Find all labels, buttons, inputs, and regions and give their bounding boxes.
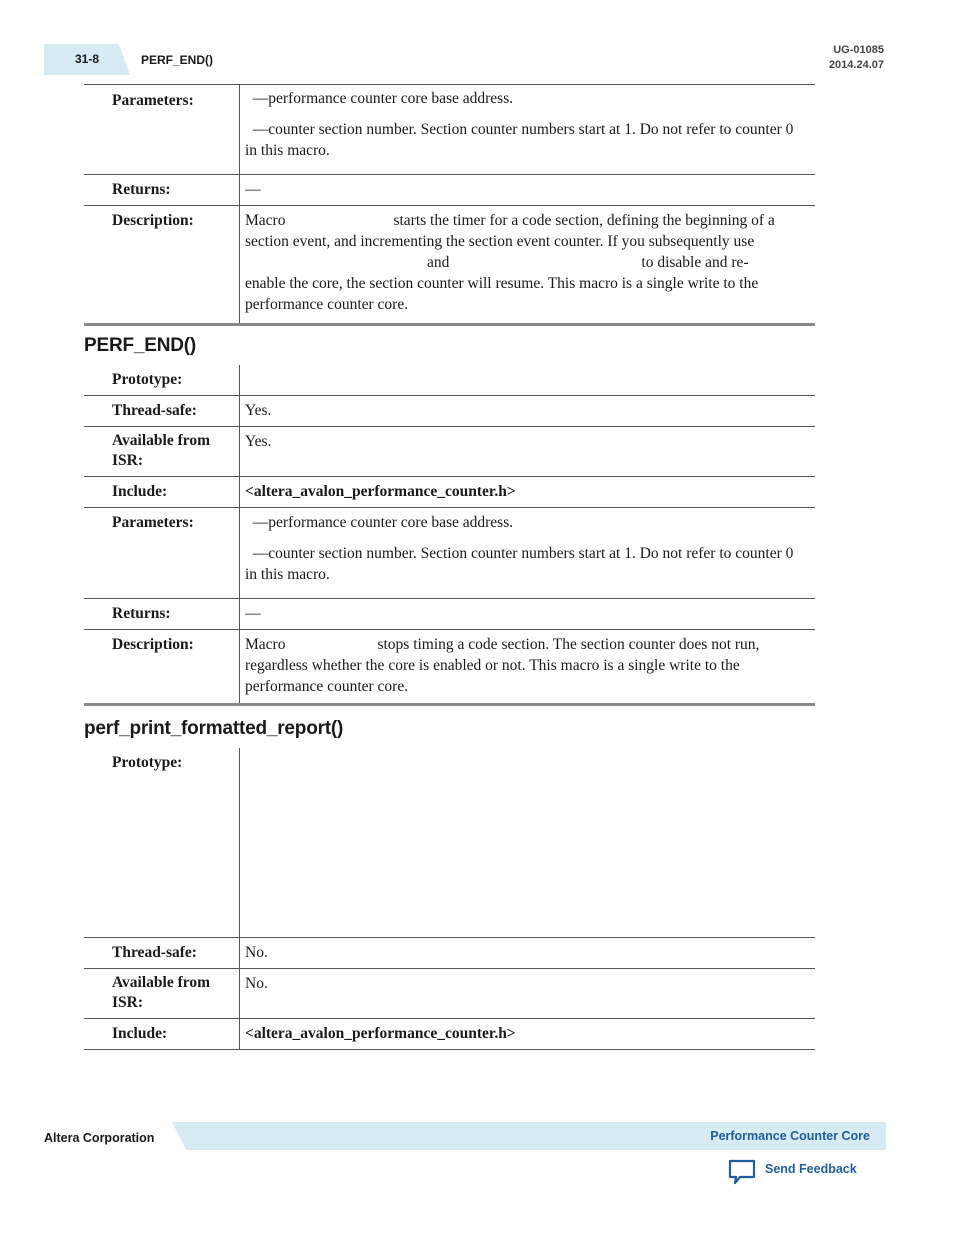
isr-label: Available from ISR: — [84, 427, 240, 477]
prototype-value — [240, 365, 816, 396]
parameters-label: Parameters: — [84, 85, 240, 175]
desc-part: and — [427, 254, 450, 271]
table-row — [84, 206, 815, 325]
param-section: —counter section number. Section counter numbers start at 1. Do not refer to counter 0 in this macro. — [245, 121, 794, 159]
prev-macro-table — [84, 84, 815, 326]
description-value — [240, 630, 816, 705]
company-name: Altera Corporation — [44, 1131, 155, 1145]
desc-part: disable and re-enable the core, the section counter will resume. This macro is a single write to the performance counter core. — [245, 254, 759, 313]
table-row — [84, 969, 815, 1019]
include-value: <altera_avalon_performance_counter.h> — [240, 1019, 816, 1050]
prototype-label: Prototype: — [84, 365, 240, 396]
footer-doc-title[interactable]: Performance Counter Core — [710, 1129, 870, 1143]
description-label: Description: — [84, 630, 240, 705]
send-feedback-link[interactable]: Send Feedback — [765, 1162, 857, 1176]
description-value — [240, 206, 816, 325]
table-row — [84, 630, 815, 705]
param-section: —counter section number. Section counter numbers start at 1. Do not refer to counter 0 in this macro. — [245, 545, 794, 583]
table-row — [84, 1019, 815, 1050]
table-row — [84, 938, 815, 969]
table-row — [84, 365, 815, 396]
table-row — [84, 599, 815, 630]
include-label: Include: — [84, 1019, 240, 1050]
thread-safe-value: No. — [240, 938, 816, 969]
table-row — [84, 396, 815, 427]
thread-safe-value: Yes. — [240, 396, 816, 427]
parameters-value — [240, 85, 816, 175]
doc-date: 2014.24.07 — [828, 59, 884, 71]
desc-part: Macro — [245, 636, 286, 653]
page-number: 31-8 — [75, 52, 100, 66]
returns-label: Returns: — [84, 599, 240, 630]
parameters-value — [240, 508, 816, 599]
running-title: PERF_END() — [141, 53, 214, 67]
thread-safe-label: Thread-safe: — [84, 396, 240, 427]
desc-part: stops timing a code section. The section counter does not run, regardless whether the core is enabled or not. This macro is a single write to the performance counter core. — [245, 636, 760, 695]
table-row — [84, 477, 815, 508]
table-row — [84, 508, 815, 599]
include-label: Include: — [84, 477, 240, 508]
param-base: —performance counter core base address. — [252, 90, 514, 107]
desc-part: to — [641, 254, 654, 271]
feedback-icon[interactable] — [727, 1158, 757, 1186]
doc-id: UG-01085 — [833, 44, 884, 56]
perf-end-table — [84, 365, 815, 706]
parameters-label: Parameters: — [84, 508, 240, 599]
table-row — [84, 85, 815, 175]
desc-part: starts the timer for a code section, defining the beginning of a section event, and incrementing the section event counter. If you subsequently use — [245, 212, 775, 250]
returns-label: Returns: — [84, 175, 240, 206]
doc-id-block — [829, 43, 884, 73]
section-title-perf-end: PERF_END() — [84, 335, 197, 356]
param-base: —performance counter core base address. — [252, 514, 514, 531]
desc-part: Macro — [245, 212, 286, 229]
perf-report-table — [84, 748, 815, 1050]
prototype-label: Prototype: — [84, 748, 240, 938]
returns-value: — — [240, 599, 816, 630]
isr-value: Yes. — [240, 427, 816, 477]
section-title-perf-report: perf_print_formatted_report() — [84, 718, 344, 739]
isr-label: Available from ISR: — [84, 969, 240, 1019]
isr-value: No. — [240, 969, 816, 1019]
returns-value: — — [240, 175, 816, 206]
prototype-value — [240, 748, 816, 938]
table-row — [84, 427, 815, 477]
thread-safe-label: Thread-safe: — [84, 938, 240, 969]
table-row — [84, 748, 815, 938]
table-row — [84, 175, 815, 206]
description-label: Description: — [84, 206, 240, 325]
include-value: <altera_avalon_performance_counter.h> — [240, 477, 816, 508]
